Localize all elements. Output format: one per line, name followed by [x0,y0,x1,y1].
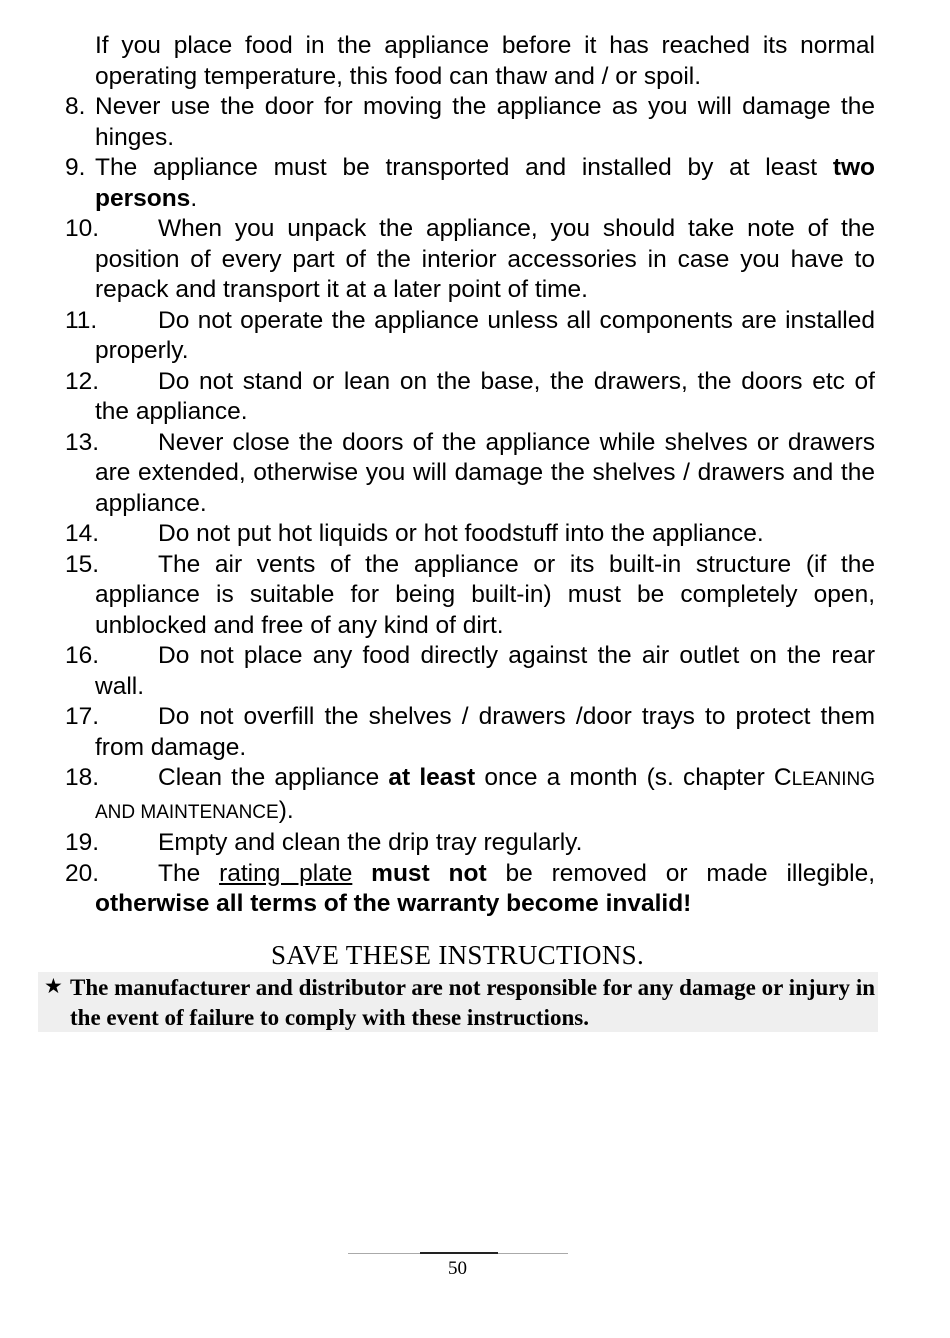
item-text: Do not operate the appliance unless all components are installed properly. [95,306,875,364]
item-text: The [158,859,220,887]
item-text: Do not stand or lean on the base, the drawers, the doors etc of the appliance. [95,367,875,425]
item-text: The appliance must be transported and installed by at least [95,154,833,181]
item-number: 19. [65,829,100,856]
item-bold-text: must not [371,859,487,887]
list-item-14 [65,519,875,550]
item-bold-text: two persons [95,154,875,212]
item-text: Never use the door for moving the appliance as you will damage the hinges. [95,93,875,151]
save-instructions-heading: SAVE THESE INSTRUCTIONS. [271,940,644,970]
item-number: 14. [65,520,100,547]
item-bold-text: at least [388,764,476,791]
safety-instructions-list [65,92,875,920]
item-text-end: . [190,184,198,212]
item-text: The air vents of the appliance or its built-in structure (if the appliance is suitable for being built-in) must be completely open, unblocked and free of any kind of dirt. [95,550,875,639]
item-text: Never close the doors of the appliance while shelves or drawers are extended, otherwise you will damage the shelves / drawers and the appliance. [95,428,875,517]
item-text-mid: once a month (s. chapter [475,764,774,791]
item-number: 9. [65,154,86,181]
item-number: 16. [65,642,100,669]
item-text: Clean the appliance [158,764,389,791]
item-number: 11. [65,306,98,334]
item-number: 10. [65,215,100,242]
item-text-space [352,860,371,887]
list-item-17 [65,702,875,763]
footer-divider-accent [420,1252,498,1254]
item-text: Do not put hot liquids or hot foodstuff into the appliance. [158,520,764,547]
item-number: 17. [65,703,100,730]
liability-notice-text: The manufacturer and distributor are not responsible for any damage or injury in the event of failure to comply with these instructions. [70,975,875,1030]
item-text: Do not overfill the shelves / drawers /door trays to protect them from damage. [95,703,875,761]
liability-notice [38,972,878,1032]
item-number: 15. [65,550,100,578]
list-item-8 [65,92,875,153]
list-item-18 [65,763,875,828]
item-number: 12. [65,367,100,395]
item-text: Do not place any food directly against the air outlet on the rear wall. [95,642,875,700]
item-number: 20. [65,859,100,887]
list-item-11 [65,306,875,367]
item-number: 13. [65,428,100,456]
item-number: 18. [65,764,100,791]
item-text-end: ). [278,796,294,824]
warranty-warning: otherwise all terms of the warranty become invalid! [95,890,692,917]
list-item-15 [65,550,875,642]
list-item-16 [65,641,875,702]
list-item-20 [65,859,875,920]
list-item-12 [65,367,875,428]
list-item-13 [65,428,875,520]
chapter-reference-rest: LEANING AND MAINTENANCE [95,769,876,823]
list-item-19 [65,828,875,859]
chapter-reference-initial: C [773,764,792,791]
intro-paragraph: If you place food in the appliance before it has reached its normal operating temperature, this food can thaw and / or spoil. [95,32,875,90]
star-icon: ★ [44,974,63,998]
item-text: Empty and clean the drip tray regularly. [158,829,583,856]
list-item-9 [65,153,875,214]
page-number: 50 [448,1258,467,1279]
item-text: When you unpack the appliance, you should take note of the position of every part of the interior accessories in case you have to repack and transport it at a later point of time. [95,215,875,303]
item-text-mid: be removed or made illegible, [486,859,875,887]
item-number: 8. [65,93,86,120]
list-item-10 [65,214,875,306]
rating-plate-term: rating plate [219,859,353,887]
